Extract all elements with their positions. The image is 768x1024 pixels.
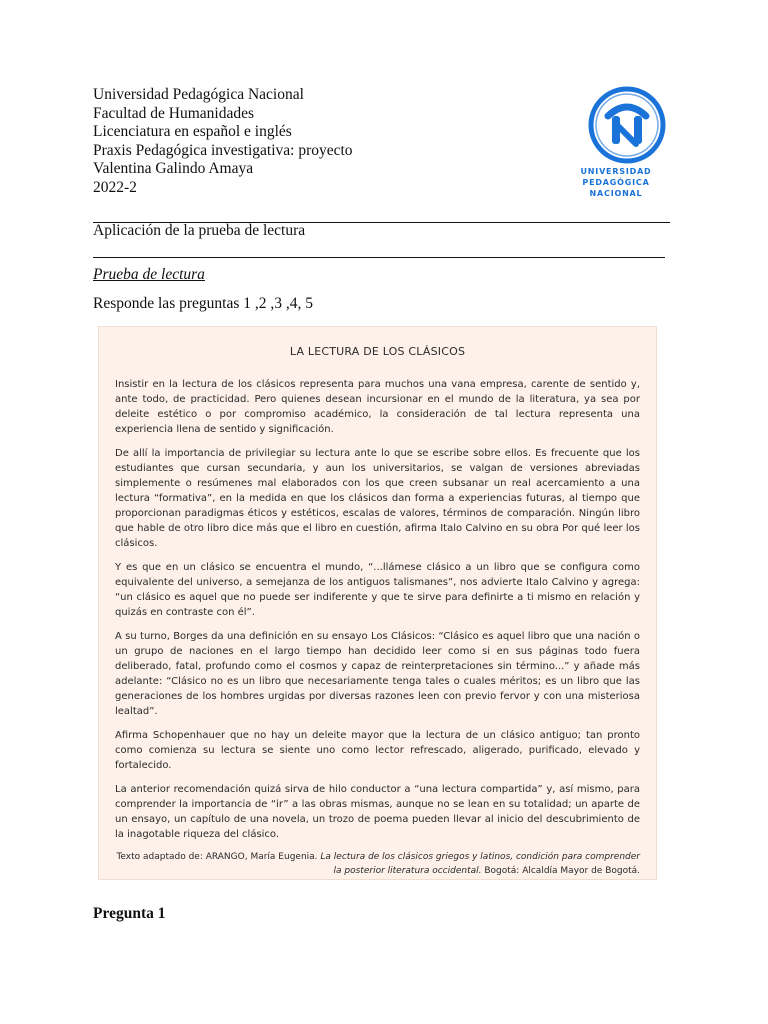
- university-logo: [552, 86, 680, 199]
- reading-paragraph-3: Y es que en un clásico se encuentra el mundo, “...llámese clásico a un libro que se configura como equivalente del universo, a semejanza de los antiguos talismanes”, nos advierte Italo Calvino y agrega: “un clásico es aquel que no puede ser indiferente y que te sirve para definirte a ti mismo en relación y quizás en contraste con él”.: [115, 562, 640, 618]
- citation-suffix: Bogotá: Alcaldía Mayor de Bogotá.: [481, 865, 640, 876]
- reading-test-subtitle: Prueba de lectura: [93, 266, 205, 283]
- header-line-author: Valentina Galindo Amaya: [93, 160, 254, 177]
- logo-wordmark-line1: UNIVERSIDAD PEDAGÓGICA: [580, 167, 652, 187]
- logo-wordmark: [552, 166, 680, 199]
- header-line-faculty: Facultad de Humanidades: [93, 104, 254, 122]
- instruction-text: Responde las preguntas 1 ,2 ,3 ,4, 5: [93, 295, 313, 312]
- citation-title: La lectura de los clásicos griegos y latinos, condición para comprender la posterior literatura occidental.: [320, 852, 640, 876]
- question-label: Pregunta 1: [93, 905, 166, 922]
- reading-paragraph-2: De allí la importancia de privilegiar su lectura ante lo que se escribe sobre ellos. Es frecuente que los estudiantes que cursan secundaria, y aun los universitarios, se valgan de versiones abreviadas simplemente o resúmenes mal elaborados con los que creen subsanar un real acercamiento a una lectura “formativa”, en la medida en que los clásicos dan forma a experiencias futuras, al tiempo que proporcionan paradigmas éticos y estéticos, escalas de valores, términos de comparación. Ningún libro que hable de otro libro dice más que el libro en cuestión, afirma Italo Calvino en su obra Por qué leer los clásicos.: [115, 448, 640, 549]
- bottom-divider: [93, 257, 665, 258]
- source-citation: [115, 851, 640, 878]
- university-seal-icon: [588, 86, 666, 164]
- citation-prefix: Texto adaptado de: ARANGO, María Eugenia.: [116, 852, 321, 862]
- reading-paragraph-1: Insistir en la lectura de los clásicos representa para muchos una vana empresa, carente de sentido y, ante todo, de practicidad. Pero quienes desean incursionar en el mundo de la literatura, ya sea por deleite estético o por compromiso académico, la consideración de tal lectura representa una experiencia llena de sentido y significación.: [115, 379, 640, 435]
- reading-paragraph-4: A su turno, Borges da una definición en su ensayo Los Clásicos: “Clásico es aquel libro que una nación o un grupo de naciones en el largo tiempo han decidido leer como si en sus páginas todo fuera deliberado, fatal, profundo como el cosmos y capaz de reinterpretaciones sin término...” y añade más adelante: “Clásico no es un libro que necesariamente tenga tales o cuales méritos; es un libro que las generaciones de los hombres urgidas por diversas razones leen con previo fervor y con una misteriosa lealtad”.: [115, 631, 640, 717]
- header-line-course: Praxis Pedagógica investigativa: proyecto: [93, 141, 353, 159]
- reading-title: LA LECTURA DE LOS CLÁSICOS: [289, 345, 466, 358]
- reading-paragraph-6: La anterior recomendación quizá sirva de hilo conductor a “una lectura compartida” y, así mismo, para comprender la importancia de “ir” a las obras mismas, aunque no se lean en su totalidad; un aparte de un ensayo, un capítulo de una novela, un trozo de poema pueden llevar al inicio del descubrimiento de la inagotable riqueza del clásico.: [115, 784, 640, 840]
- reading-paragraph-5: Afirma Schopenhauer que no hay un deleite mayor que la lectura de un clásico antiguo; tan pronto como comienza su lectura se siente uno como lector refrescado, aligerado, purificado, elevado y fortalecido.: [115, 730, 640, 771]
- reading-passage-box: [98, 326, 657, 880]
- logo-wordmark-line2: NACIONAL: [589, 189, 643, 198]
- header-line-program: Licenciatura en español e inglés: [93, 123, 292, 140]
- header-line-university: Universidad Pedagógica Nacional: [93, 86, 304, 103]
- header-line-period: 2022-2: [93, 178, 137, 196]
- institution-header: [93, 86, 353, 197]
- section-title: Aplicación de la prueba de lectura: [93, 222, 306, 239]
